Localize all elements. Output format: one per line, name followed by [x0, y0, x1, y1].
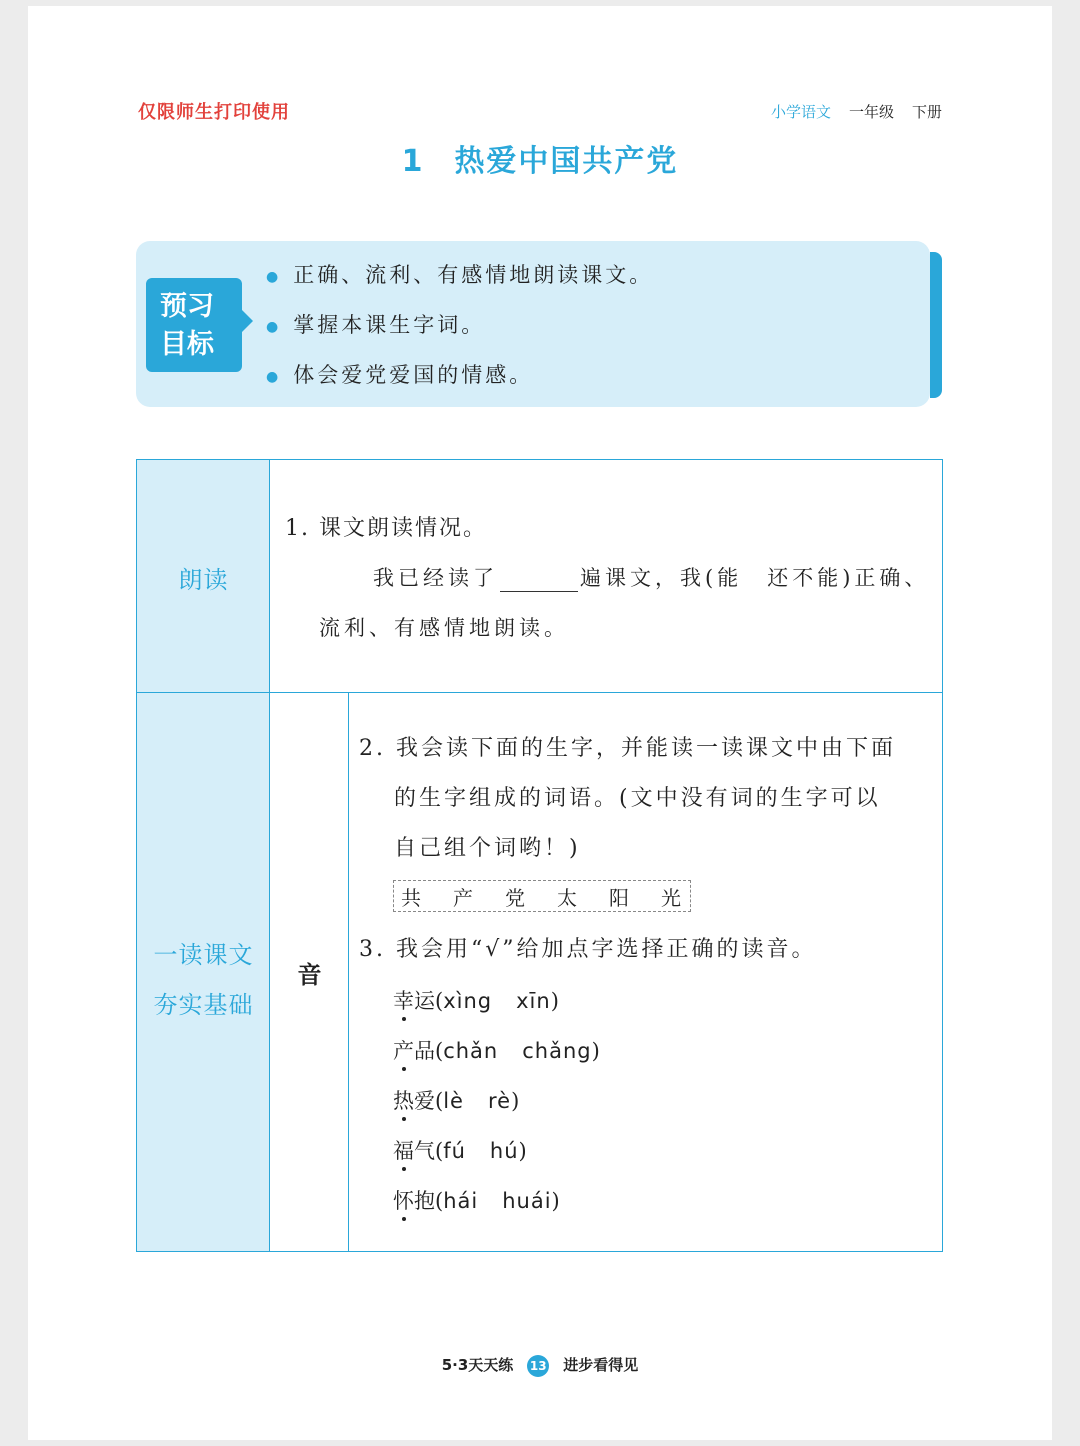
- question-1-line: 我已经读了 遍课文，我(能 还不能)正确、: [373, 566, 930, 590]
- pronunciation-item: 热爱(lè rè): [393, 1089, 520, 1113]
- character: 产: [453, 885, 473, 910]
- subject-label: 小学语文: [770, 103, 831, 121]
- question-2: 2. 我会读下面的生字，并能读一读课文中由下面 的生字组成的词语。(文中没有词的生字可以 自己组个词哟！): [359, 736, 896, 861]
- character: 光: [661, 885, 681, 910]
- pinyin-option[interactable]: fú: [443, 1139, 466, 1163]
- character: 太: [557, 885, 577, 910]
- character: 共: [401, 885, 421, 910]
- pinyin-option[interactable]: rè: [487, 1089, 512, 1113]
- volume-label: 下册: [911, 103, 942, 121]
- goal-item: ● 体会爱党爱国的情感。: [266, 363, 534, 387]
- pinyin-option[interactable]: hái: [443, 1189, 479, 1213]
- pinyin-option[interactable]: lè: [443, 1089, 464, 1113]
- pronunciation-item: 幸运(xìng xīn): [393, 989, 559, 1013]
- pinyin-option[interactable]: xīn: [516, 989, 551, 1013]
- goals-side-bar: [930, 252, 942, 398]
- bullet-icon: ●: [266, 268, 282, 285]
- goal-item: ● 掌握本课生字词。: [266, 313, 486, 337]
- question-3-title: 3. 我会用“√”给加点字选择正确的读音。: [359, 937, 817, 962]
- goals-tag-line1: 预习: [160, 291, 214, 322]
- preview-goals-tag: [146, 278, 242, 372]
- lesson-number: 1: [401, 144, 425, 179]
- character: 阳: [609, 885, 629, 910]
- pinyin-option[interactable]: huái: [502, 1189, 552, 1213]
- lesson-title: [0, 136, 1080, 180]
- page-number-badge: 13: [527, 1355, 549, 1377]
- footer-brand: 5·3天天练: [441, 1356, 514, 1374]
- pinyin-option[interactable]: chǎn: [443, 1039, 499, 1063]
- question-1-title: 1. 课文朗读情况。: [285, 516, 487, 541]
- new-characters-box: [393, 880, 691, 912]
- pronunciation-item: 产品(chǎn chǎng): [393, 1039, 600, 1063]
- count-blank-field[interactable]: [500, 565, 578, 592]
- pronunciation-item: 怀抱(hái huái): [393, 1189, 560, 1213]
- print-notice: 仅限师生打印使用: [138, 102, 290, 123]
- pronunciation-item: 福气(fú hú): [393, 1139, 527, 1163]
- pinyin-option[interactable]: chǎng: [522, 1039, 592, 1063]
- exercise-table: [136, 459, 943, 1252]
- lesson-name: 热爱中国共产党: [454, 144, 679, 179]
- category-foundation: 一读课文 夯实基础: [153, 941, 254, 1019]
- goal-item: ● 正确、流利、有感情地朗读课文。: [266, 263, 654, 287]
- category-sound: 音: [297, 961, 322, 989]
- goals-list: [266, 256, 653, 406]
- page-footer: [0, 1354, 1080, 1377]
- grade-label: 一年级: [848, 103, 894, 121]
- category-reading: 朗读: [178, 566, 229, 594]
- column-divider: [348, 692, 349, 1251]
- bullet-icon: ●: [266, 318, 282, 335]
- row-divider: [137, 692, 942, 693]
- pinyin-option[interactable]: xìng: [443, 989, 493, 1013]
- goals-tag-line2: 目标: [160, 329, 214, 360]
- question-1-line: 流利、有感情地朗读。: [319, 616, 569, 640]
- book-info: [771, 101, 942, 122]
- pinyin-option[interactable]: hú: [489, 1139, 519, 1163]
- bullet-icon: ●: [266, 368, 282, 385]
- pronunciation-list: [393, 985, 600, 1235]
- footer-slogan: 进步看得见: [563, 1356, 639, 1374]
- character: 党: [505, 885, 525, 910]
